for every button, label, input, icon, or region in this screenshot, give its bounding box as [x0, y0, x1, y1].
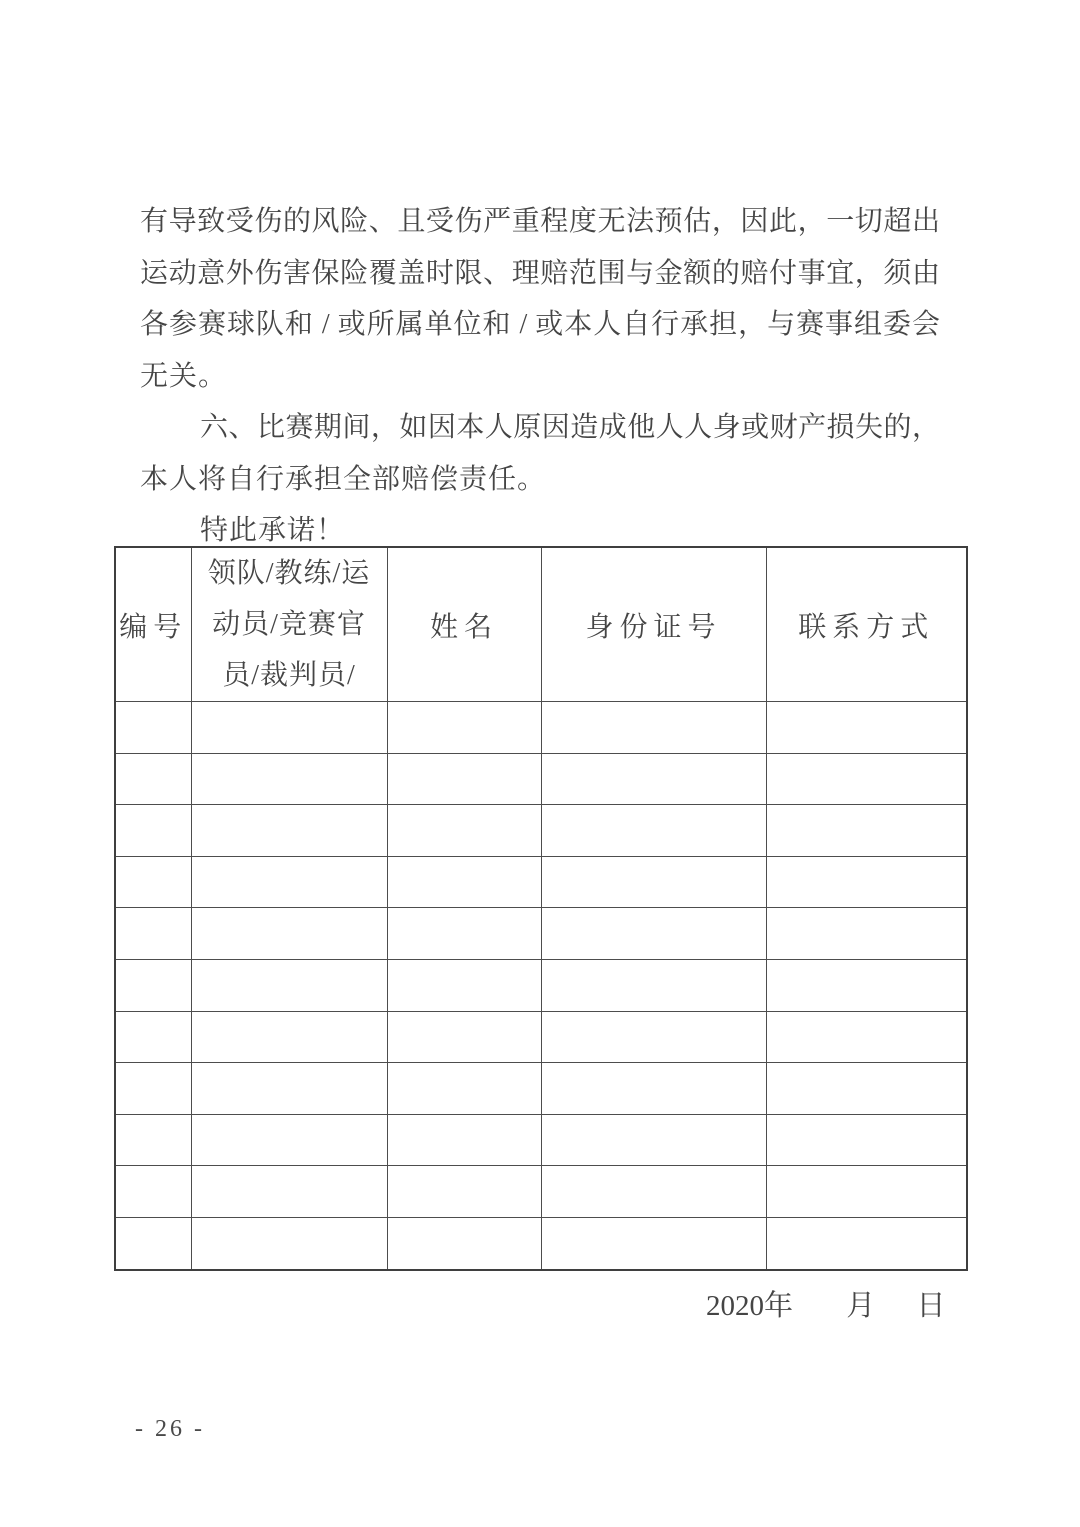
table-cell: [191, 908, 387, 960]
header-cell-number: 编号: [115, 547, 191, 702]
table-cell: [541, 1166, 766, 1218]
table-cell: [766, 908, 967, 960]
table-cell: [115, 805, 191, 857]
table-cell: [766, 1114, 967, 1166]
table-cell: [387, 1217, 541, 1269]
table-cell: [541, 908, 766, 960]
table-cell: [191, 959, 387, 1011]
table-cell: [387, 959, 541, 1011]
table-row: [115, 702, 967, 754]
header-cell-name: 姓名: [387, 547, 541, 702]
table-row: [115, 1217, 967, 1269]
table-cell: [387, 1166, 541, 1218]
table-cell: [115, 1063, 191, 1115]
table-row: [115, 1166, 967, 1218]
header-cell-contact: 联系方式: [766, 547, 967, 702]
header-cell-role: [191, 547, 387, 702]
table-cell: [766, 959, 967, 1011]
table-cell: [387, 908, 541, 960]
table-cell: [541, 702, 766, 754]
table-cell: [191, 1217, 387, 1269]
table-cell: [541, 805, 766, 857]
table-cell: [115, 908, 191, 960]
date-month: 月: [846, 1290, 876, 1322]
table-header: [115, 547, 967, 702]
roster-table: [114, 546, 968, 1271]
table-cell: [766, 753, 967, 805]
paragraph1-line4: 无关。: [140, 360, 228, 392]
table-cell: [387, 702, 541, 754]
table-body: [115, 702, 967, 1270]
paragraph1-line2: 运动意外伤害保险覆盖时限、理赔范围与金额的赔付事宜，须由: [140, 257, 940, 289]
table-cell: [115, 702, 191, 754]
date-line: [706, 1283, 946, 1324]
body-text: [140, 196, 940, 557]
paragraph1-line3: 各参赛球队和 / 或所属单位和 / 或本人自行承担，与赛事组委会: [140, 309, 940, 340]
table-row: [115, 805, 967, 857]
table-cell: [387, 856, 541, 908]
header-role-line1: 领队/教练/运: [207, 558, 371, 589]
table-cell: [541, 1063, 766, 1115]
date-year: 2020年: [706, 1290, 794, 1322]
table-cell: [387, 1063, 541, 1115]
table-cell: [766, 1063, 967, 1115]
table-cell: [541, 1217, 766, 1269]
table-cell: [191, 1114, 387, 1166]
table-row: [115, 856, 967, 908]
table-cell: [541, 959, 766, 1011]
table-cell: [115, 1114, 191, 1166]
table-cell: [191, 702, 387, 754]
table-cell: [191, 856, 387, 908]
table-row: [115, 1011, 967, 1063]
table-cell: [766, 1166, 967, 1218]
table-row: [115, 753, 967, 805]
table-cell: [191, 1011, 387, 1063]
table-cell: [766, 1217, 967, 1269]
table-row: [115, 908, 967, 960]
table-cell: [191, 1063, 387, 1115]
table-cell: [766, 805, 967, 857]
table-cell: [541, 753, 766, 805]
table-header-row: [115, 547, 967, 702]
table-cell: [766, 1011, 967, 1063]
table-cell: [191, 805, 387, 857]
paragraph2-line1: 六、比赛期间，如因本人原因造成他人人身或财产损失的，: [200, 412, 940, 443]
table-cell: [115, 753, 191, 805]
table-cell: [115, 959, 191, 1011]
paragraph2-line2: 本人将自行承担全部赔偿责任。: [140, 463, 547, 495]
table-cell: [115, 1217, 191, 1269]
table-cell: [387, 1011, 541, 1063]
table-cell: [191, 1166, 387, 1218]
pledge-line: 特此承诺！: [200, 515, 346, 546]
table-cell: [115, 1011, 191, 1063]
table-cell: [541, 856, 766, 908]
table-cell: [541, 1011, 766, 1063]
table-cell: [766, 856, 967, 908]
header-role-line3: 员/裁判员/: [222, 660, 356, 691]
table-cell: [541, 1114, 766, 1166]
page-number: - 26 -: [135, 1416, 205, 1442]
header-cell-id: 身份证号: [541, 547, 766, 702]
table-cell: [387, 1114, 541, 1166]
table-cell: [387, 805, 541, 857]
header-role-line2: 动员/竞赛官: [212, 609, 366, 640]
date-day: 日: [916, 1290, 946, 1322]
table-cell: [766, 702, 967, 754]
paragraph1-line1: 有导致受伤的风险、且受伤严重程度无法预估，因此，一切超出: [140, 206, 940, 237]
table-cell: [387, 753, 541, 805]
table-cell: [115, 1166, 191, 1218]
table-cell: [115, 856, 191, 908]
table-row: [115, 1063, 967, 1115]
table-cell: [191, 753, 387, 805]
table-row: [115, 959, 967, 1011]
table-row: [115, 1114, 967, 1166]
